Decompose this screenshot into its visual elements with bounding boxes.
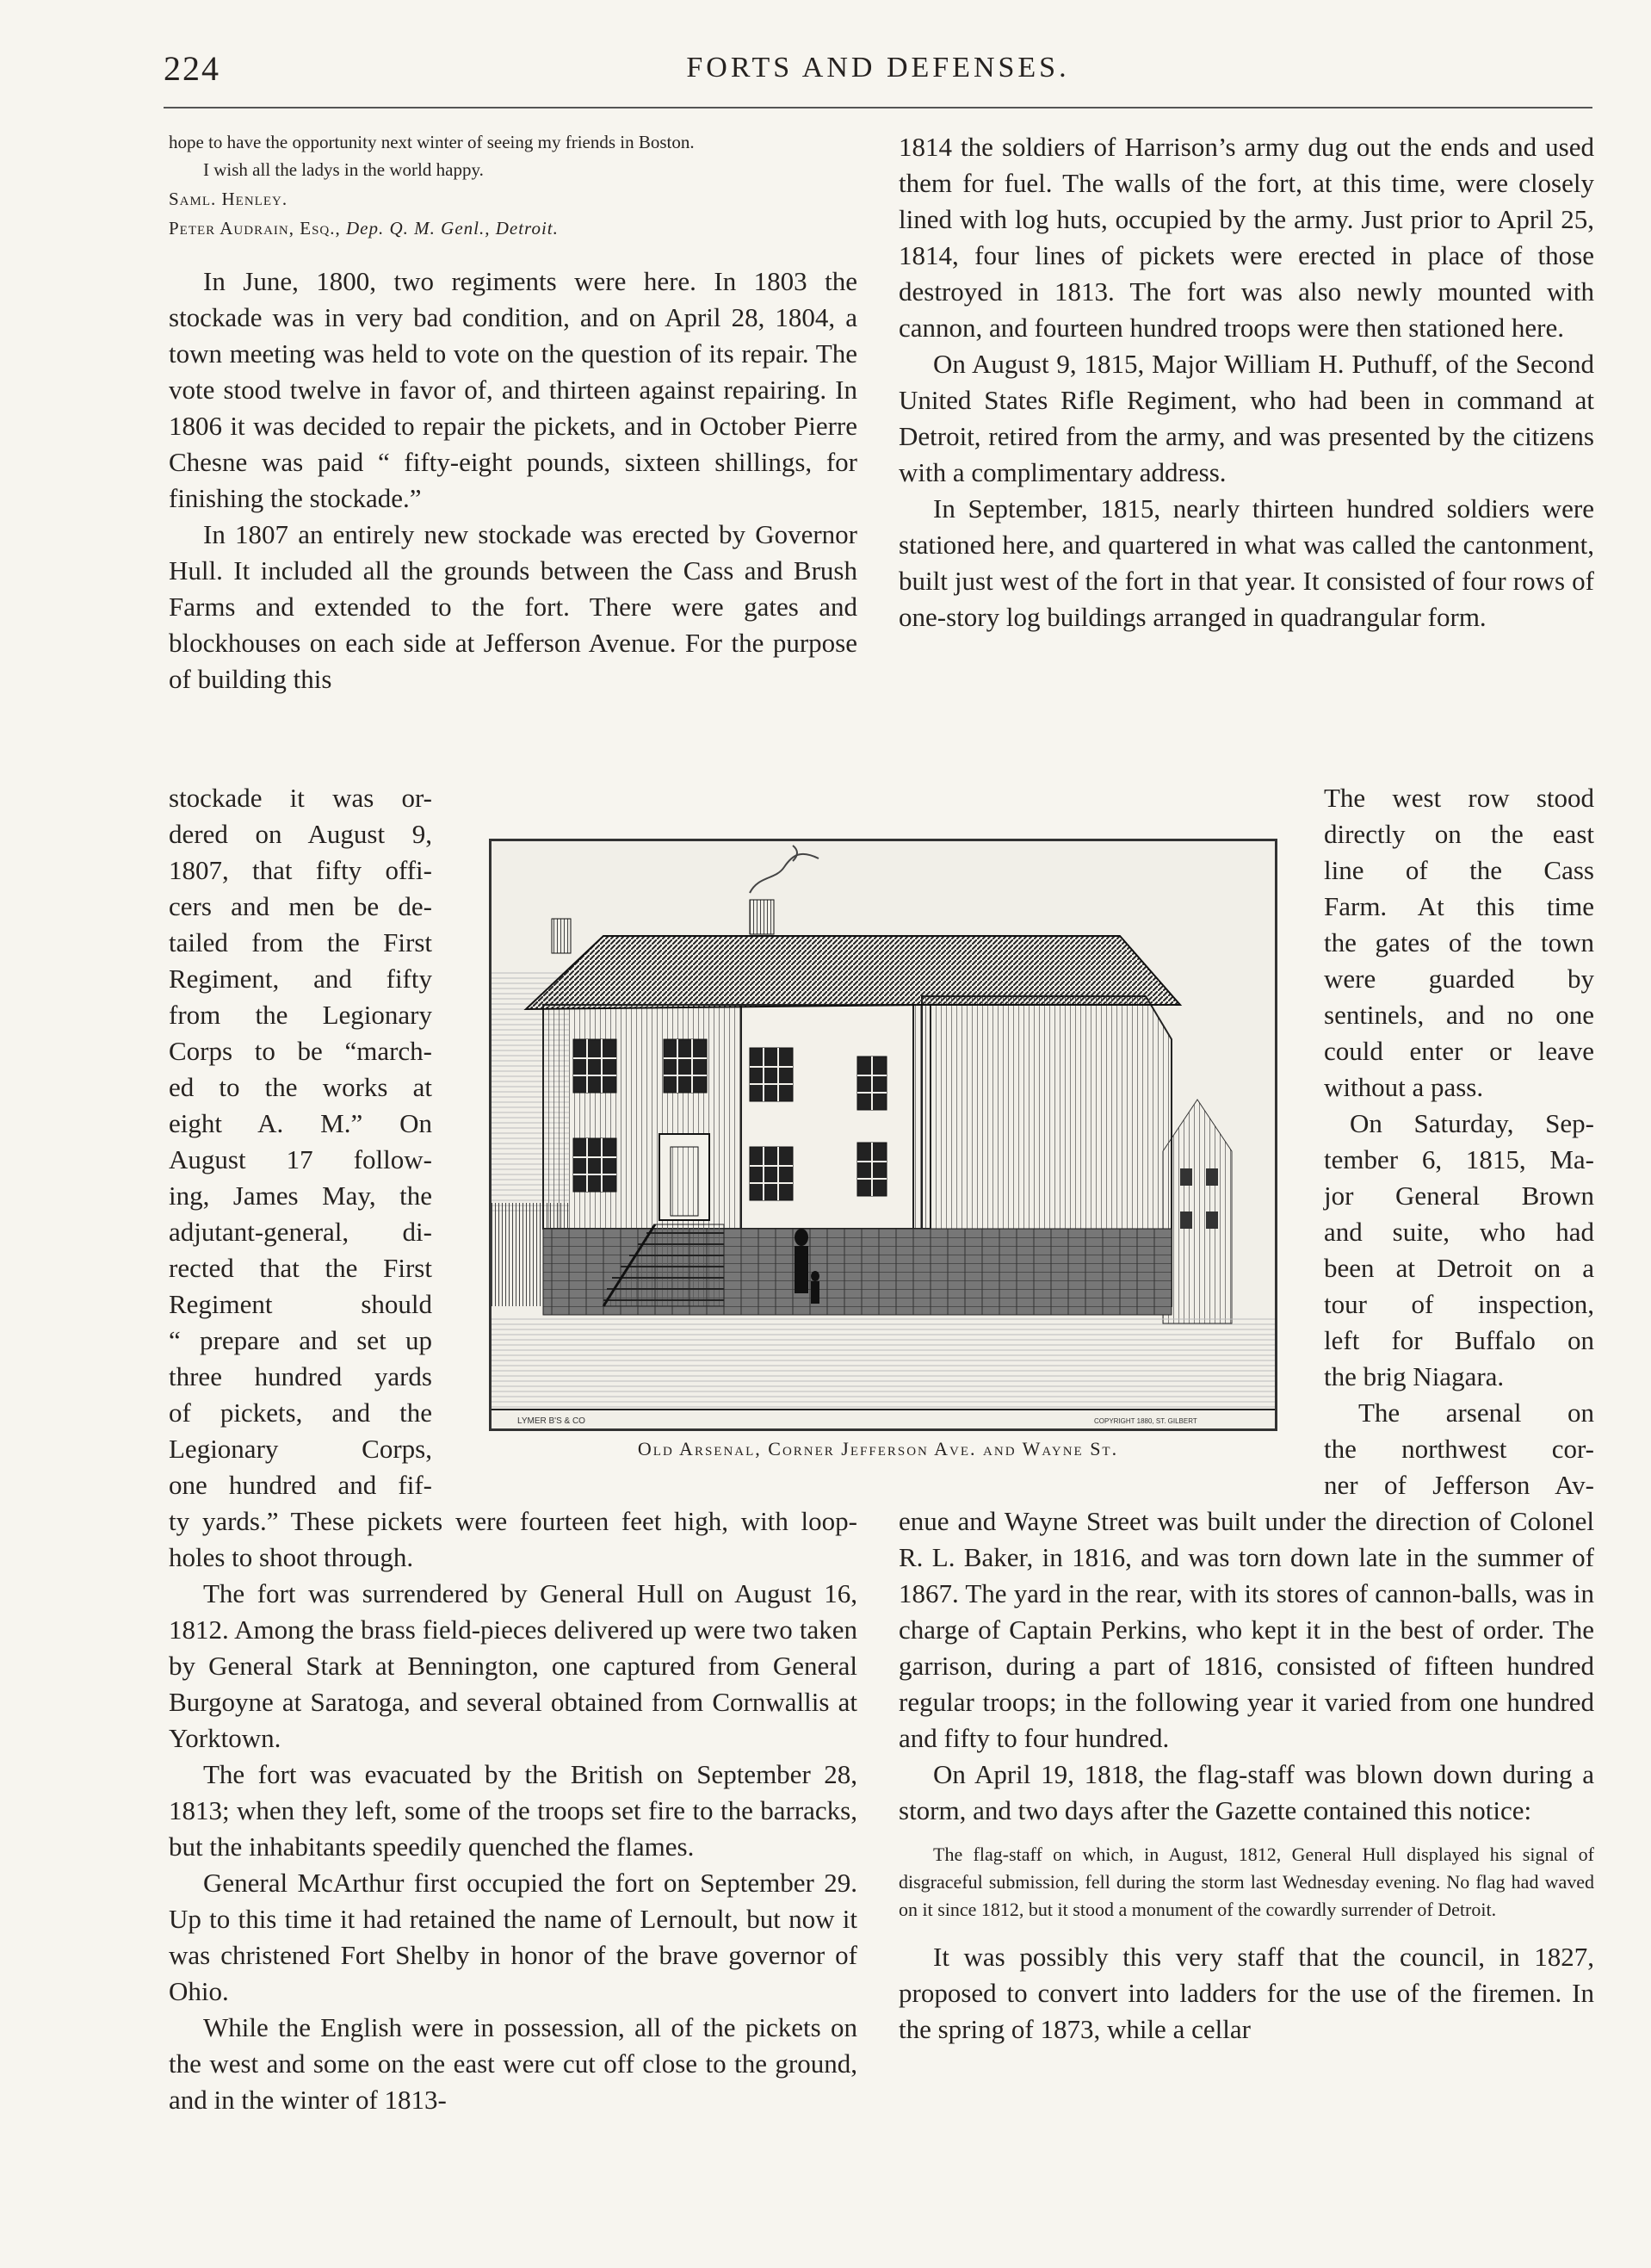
wrap-line: the brig Niagara. xyxy=(1324,1361,1505,1391)
paragraph: ty yards.” These pickets were fourteen feet high, with loop-holes to shoot through. xyxy=(169,1506,857,1572)
wrap-line: dered on August 9, xyxy=(169,819,432,849)
wrap-line: the gates of the town xyxy=(1324,927,1594,957)
wrap-line: tember 6, 1815, Ma- xyxy=(1324,1144,1594,1174)
wrap-line: sentinels, and no one xyxy=(1324,1000,1594,1030)
engraver-mark: LYMER B'S & CO xyxy=(517,1416,585,1426)
paragraph: On April 19, 1818, the flag-staff was blown down during a storm, and two days after the Gazette contained this notice: xyxy=(899,1759,1594,1825)
wrap-line: eight A. M.” On xyxy=(169,1108,432,1138)
wrap-line: Regiment should xyxy=(169,1289,432,1319)
wrap-line: from the Legionary xyxy=(169,1000,432,1030)
wrap-line: 1807, that fifty offi- xyxy=(169,855,432,885)
wrap-line: the northwest cor- xyxy=(1324,1434,1594,1464)
wrap-line: rected that the First xyxy=(169,1253,432,1283)
letter-line: hope to have the opportunity next winter of seeing my friends in Boston. xyxy=(169,132,695,152)
wrap-line: jor General Brown xyxy=(1324,1180,1594,1211)
copyright-mark: COPYRIGHT 1880, ST. GILBERT xyxy=(1094,1417,1197,1425)
paragraph: In September, 1815, nearly thirteen hundred soldiers were stationed here, and quartered in what was called the cantonment, built just west of the fort in that year. It consisted of four rows of one-story log buildings arranged in quadrangular form. xyxy=(899,493,1594,632)
wrap-line: stockade it was or- xyxy=(169,783,432,813)
wrap-line: been at Detroit on a xyxy=(1324,1253,1594,1283)
wrap-line: On Saturday, Sep- xyxy=(1350,1108,1594,1138)
paragraph: The fort was evacuated by the British on September 28, 1813; when they left, some of the troops set fire to the barracks, but the inhabitants speedily quenched the flames. xyxy=(169,1759,857,1862)
wrap-line: could enter or leave xyxy=(1324,1036,1594,1066)
wrap-line: one hundred and fif- xyxy=(169,1470,432,1500)
paragraph: While the English were in possession, all of the pickets on the west and some on the east were cut off close to the ground, and in the winter of 1813- xyxy=(169,2012,857,2115)
wrap-line: adjutant-general, di- xyxy=(169,1217,432,1247)
page-header xyxy=(164,48,1592,100)
wrap-line: directly on the east xyxy=(1324,819,1594,849)
wrap-line: ner of Jefferson Av- xyxy=(1324,1470,1594,1500)
wrap-line: tour of inspection, xyxy=(1324,1289,1594,1319)
wrap-line: ing, James May, the xyxy=(169,1180,432,1211)
paragraph: General McArthur first occupied the fort on September 29. Up to this time it had retained the name of Lernoult, but now it was christened Fort Shelby in honor of the brave governor of Ohio. xyxy=(169,1868,857,2006)
running-head: FORTS AND DEFENSES. xyxy=(686,52,1070,84)
wrap-line: tailed from the First xyxy=(169,927,432,957)
left-column-bottom xyxy=(169,1503,857,2118)
paragraph: 1814 the soldiers of Harrison’s army dug out the ends and used them for fuel. The walls of the fort, at this time, were closely lined with log huts, occupied by the army. Just prior to April 25, 1814, four lines of pickets were erected in place of those destroyed in 1813. The fort was also newly mounted with cannon, and fourteen hundred troops were then stationed here. xyxy=(899,132,1594,343)
right-column-top xyxy=(899,129,1594,635)
header-rule xyxy=(164,107,1592,108)
wrap-line: were guarded by xyxy=(1324,964,1594,994)
right-wrap-text xyxy=(1324,780,1594,1503)
wrap-line: Regiment, and fifty xyxy=(169,964,432,994)
page-number: 224 xyxy=(164,49,220,88)
wrap-line: ed to the works at xyxy=(169,1072,432,1102)
quote-text: The flag-staff on which, in August, 1812, General Hull displayed his signal of disgraceful submission, fell during the storm last Wednesday evening. No flag had waved on it since 1812, but it stood a monument of the cowardly surrender of Detroit. xyxy=(899,1844,1594,1920)
wrap-line: line of the Cass xyxy=(1324,855,1594,885)
wrap-line: Legionary Corps, xyxy=(169,1434,432,1464)
wrap-line: Farm. At this time xyxy=(1324,891,1594,921)
arsenal-engraving xyxy=(489,839,1277,1431)
paragraph: enue and Wayne Street was built under the direction of Colonel R. L. Baker, in 1816, and was torn down late in the summer of 1867. The yard in the rear, with its stores of cannon-balls, was in charge of Captain Perkins, who kept it in the best of order. The garrison, during a part of 1816, consisted of fifteen hundred regular troops; in the following year it varied from one hundred and fifty to four hundred. xyxy=(899,1506,1594,1753)
arsenal-illustration xyxy=(492,841,1275,1428)
wrap-line: of pickets, and the xyxy=(169,1397,432,1428)
wrap-line: left for Buffalo on xyxy=(1324,1325,1594,1355)
address-title: Dep. Q. M. Genl., Detroit. xyxy=(346,218,559,239)
paragraph: It was possibly this very staff that the council, in 1827, proposed to convert into ladders for the use of the firemen. In the spring of 1873, while a cellar xyxy=(899,1942,1594,2044)
wrap-line: Corps to be “march- xyxy=(169,1036,432,1066)
paragraph: On August 9, 1815, Major William H. Puthuff, of the Second United States Rifle Regiment, who had been in command at Detroit, retired from the army, and was presented by the citizens with a complimentary address. xyxy=(899,349,1594,487)
letter-line: I wish all the ladys in the world happy. xyxy=(203,159,484,180)
paragraph: In 1807 an entirely new stockade was erected by Governor Hull. It included all the grounds between the Cass and Brush Farms and extended to the fort. There were gates and blockhouses on each side at Jefferson Avenue. For the purpose of building this xyxy=(169,519,857,694)
gazette-quote xyxy=(899,1841,1594,1924)
wrap-line: without a pass. xyxy=(1324,1072,1484,1102)
address-name: Peter Audrain, Esq., xyxy=(169,218,347,239)
wrap-line: three hundred yards xyxy=(169,1361,432,1391)
right-column-bottom xyxy=(899,1503,1594,2048)
letter-address xyxy=(169,215,857,241)
wrap-line: The arsenal on xyxy=(1358,1397,1594,1428)
paragraph: The fort was surrendered by General Hull on August 16, 1812. Among the brass field-pieces delivered up were two taken by General Stark at Bennington, one captured from General Burgoyne at Saratoga, and several obtained from Cornwallis at Yorktown. xyxy=(169,1578,857,1753)
wrap-line: The west row stood xyxy=(1324,783,1594,813)
wrap-line: August 17 follow- xyxy=(169,1144,432,1174)
wrap-line: and suite, who had xyxy=(1324,1217,1594,1247)
paragraph: In June, 1800, two regiments were here. In 1803 the stockade was in very bad condition, and on April 28, 1804, a town meeting was held to vote on the question of its repair. The vote stood twelve in favor of, and thirteen against repairing. In 1806 it was decided to repair the pickets, and in October Pierre Chesne was paid “ fifty-eight pounds, sixteen shillings, for finishing the stockade.” xyxy=(169,266,857,513)
wrap-line: “ prepare and set up xyxy=(169,1325,432,1355)
wrap-line: cers and men be de- xyxy=(169,891,432,921)
left-wrap-text xyxy=(169,780,432,1503)
left-column-top xyxy=(169,129,857,697)
figure-caption: Old Arsenal, Corner Jefferson Ave. and Wayne St. xyxy=(637,1438,1119,1459)
letter-signature: Saml. Henley. xyxy=(169,189,288,209)
